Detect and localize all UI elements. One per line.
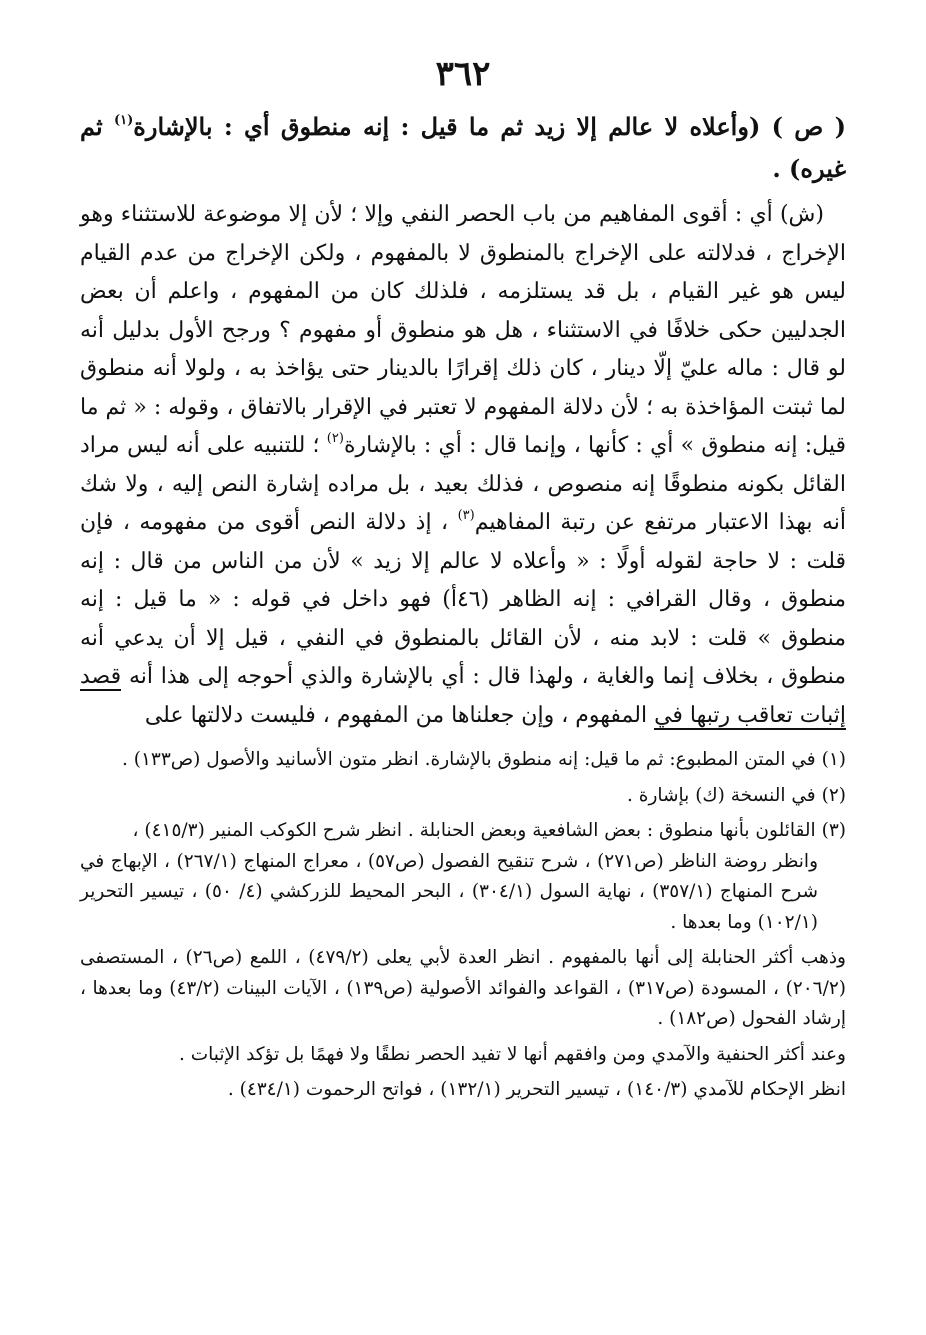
footnote-ref-2: (٢) [326, 430, 344, 446]
footnotes [80, 745, 846, 1106]
footnote-3-para-sources: انظر الإحكام للآمدي (١٤٠/٣) ، تيسير التحرير (١٣٢/١) ، فواتح الرحموت (٤٣٤/١) . [227, 1079, 846, 1100]
footnote-ref-3: (٣) [457, 507, 475, 523]
sharh-part3: ، إذ دلالة النص أقوى من مفهومه ، فإن قلت : لا حاجة لقوله أولًا : « وأعلاه لا عالم إلا زيد » لأن من الناس من قال : إنه منطوق ، وقال القرافي : إنه الظاهر (٤٦أ) فهو داخل في قوله : « ما قيل : إنه منطوق » قلت : لابد منه ، لأن القائل بالمنطوق في النفي ، قيل إلا أن يدعي أنه منطوق ، بخلاف إنما والغاية ، ولهذا قال : أي بالإشارة والذي أحوجه إلى هذا أنه [80, 510, 847, 689]
page-number: ٣٦٢ [435, 54, 491, 94]
sharh-part4: المفهوم ، وإن جعلناها من المفهوم ، فليست دلالتها على [144, 702, 648, 728]
book-page [80, 52, 846, 1111]
footnote-1-text: في المتن المطبوع: ثم ما قيل: إنه منطوق بالإشارة. انظر متون الأسانيد والأصول (ص١٣٣) . [121, 749, 816, 770]
footnote-3-continuation: وانظر روضة الناظر (ص٢٧١) ، شرح تنقيح الفصول (ص٥٧) ، معراج المنهاج (٢٦٧/١) ، الإبهاج في شرح المنهاج (٣٥٧/١) ، نهاية السول (٣٠٤/١) ، البحر المحيط للزركشي (٤/ ٥٠) ، تيسير التحرير (١٠٢/١) وما بعدها . [80, 850, 818, 933]
footnote-3-first-line: القائلون بأنها منطوق : بعض الشافعية وبعض الحنابلة . انظر شرح الكوكب المنير (٤١٥/٣) ، [132, 820, 816, 841]
footnote-1-number: (١) [821, 749, 846, 770]
footnote-2 [80, 781, 846, 812]
footnote-2-text: في النسخة (ك) بإشارة . [627, 784, 816, 806]
footnote-2-number: (٢) [821, 784, 846, 806]
sharh-part1: (ش) أي : أقوى المفاهيم من باب الحصر النفي وإلا ؛ لأن إلا موضوعة للاستثناء وهو الإخراج ، فدلالته على الإخراج بالمنطوق لا بالمفهوم ، ولكن الإخراج من عدم القيام ليس هو غير القيام ، بل قد يستلزمه ، فلذلك كان من المفهوم ، واعلم أن بعض الجدليين حكى خلافًا في الاستثناء ، هل هو منطوق أو مفهوم ؟ ورجح الأول بدليل أنه لو قال : ماله عليّ إلّا دينار ، كان ذلك إقرارًا بالدينار حتى يؤاخذ به ، ولولا أنه منطوق لما ثبتت المؤاخذة به ؛ لأن دلالة المفهوم لا تعتبر في الإقرار بالاتفاق ، وقوله : « ثم ما قيل: إنه منطوق » أي : كأنها ، وإنما قال : أي : بالإشارة [80, 202, 847, 458]
footnote-ref-1: (١) [113, 113, 134, 128]
footnote-3-para-hanabila: وذهب أكثر الحنابلة إلى أنها بالمفهوم . انظر العدة لأبي يعلى (٤٧٩/٢) ، اللمع (ص٢٦) ، المستصفى (٢٠٦/٢) ، المسودة (ص٣١٧) ، القواعد والفوائد الأصولية (ص١٣٩) ، الآيات البينات (٤٣/٢) وما بعدها ، إرشاد الفحول (ص١٨٢) . [80, 947, 846, 1029]
sharh-commentary [80, 196, 846, 735]
matn-text-part2: ثم غيره) . [80, 112, 846, 183]
matn-text-part1: ( ص ) (وأعلاه لا عالم إلا زيد ثم ما قيل : إنه منطوق أي : بالإشارة [133, 112, 846, 141]
underlined-phrase: قصد إثبات تعاقب رتبها في [80, 664, 846, 728]
footnote-3 [80, 816, 846, 938]
matn-text [80, 106, 846, 190]
footnote-3-number: (٣) [821, 820, 846, 841]
footnote-1 [80, 745, 846, 776]
footnote-3-para-hanafiyya: وعند أكثر الحنفية والآمدي ومن وافقهم أنها لا تفيد الحصر نطقًا ولا فهمًا بل تؤكد الإثبات . [178, 1043, 846, 1065]
sharh-part2: ؛ للتنبيه على أنه ليس مراد القائل بكونه منطوقًا إنه منصوص ، فذلك بعيد ، بل مراده إشارة النص إليه ، ولا شك أنه بهذا الاعتبار مرتفع عن رتبة المفاهيم [80, 433, 846, 535]
